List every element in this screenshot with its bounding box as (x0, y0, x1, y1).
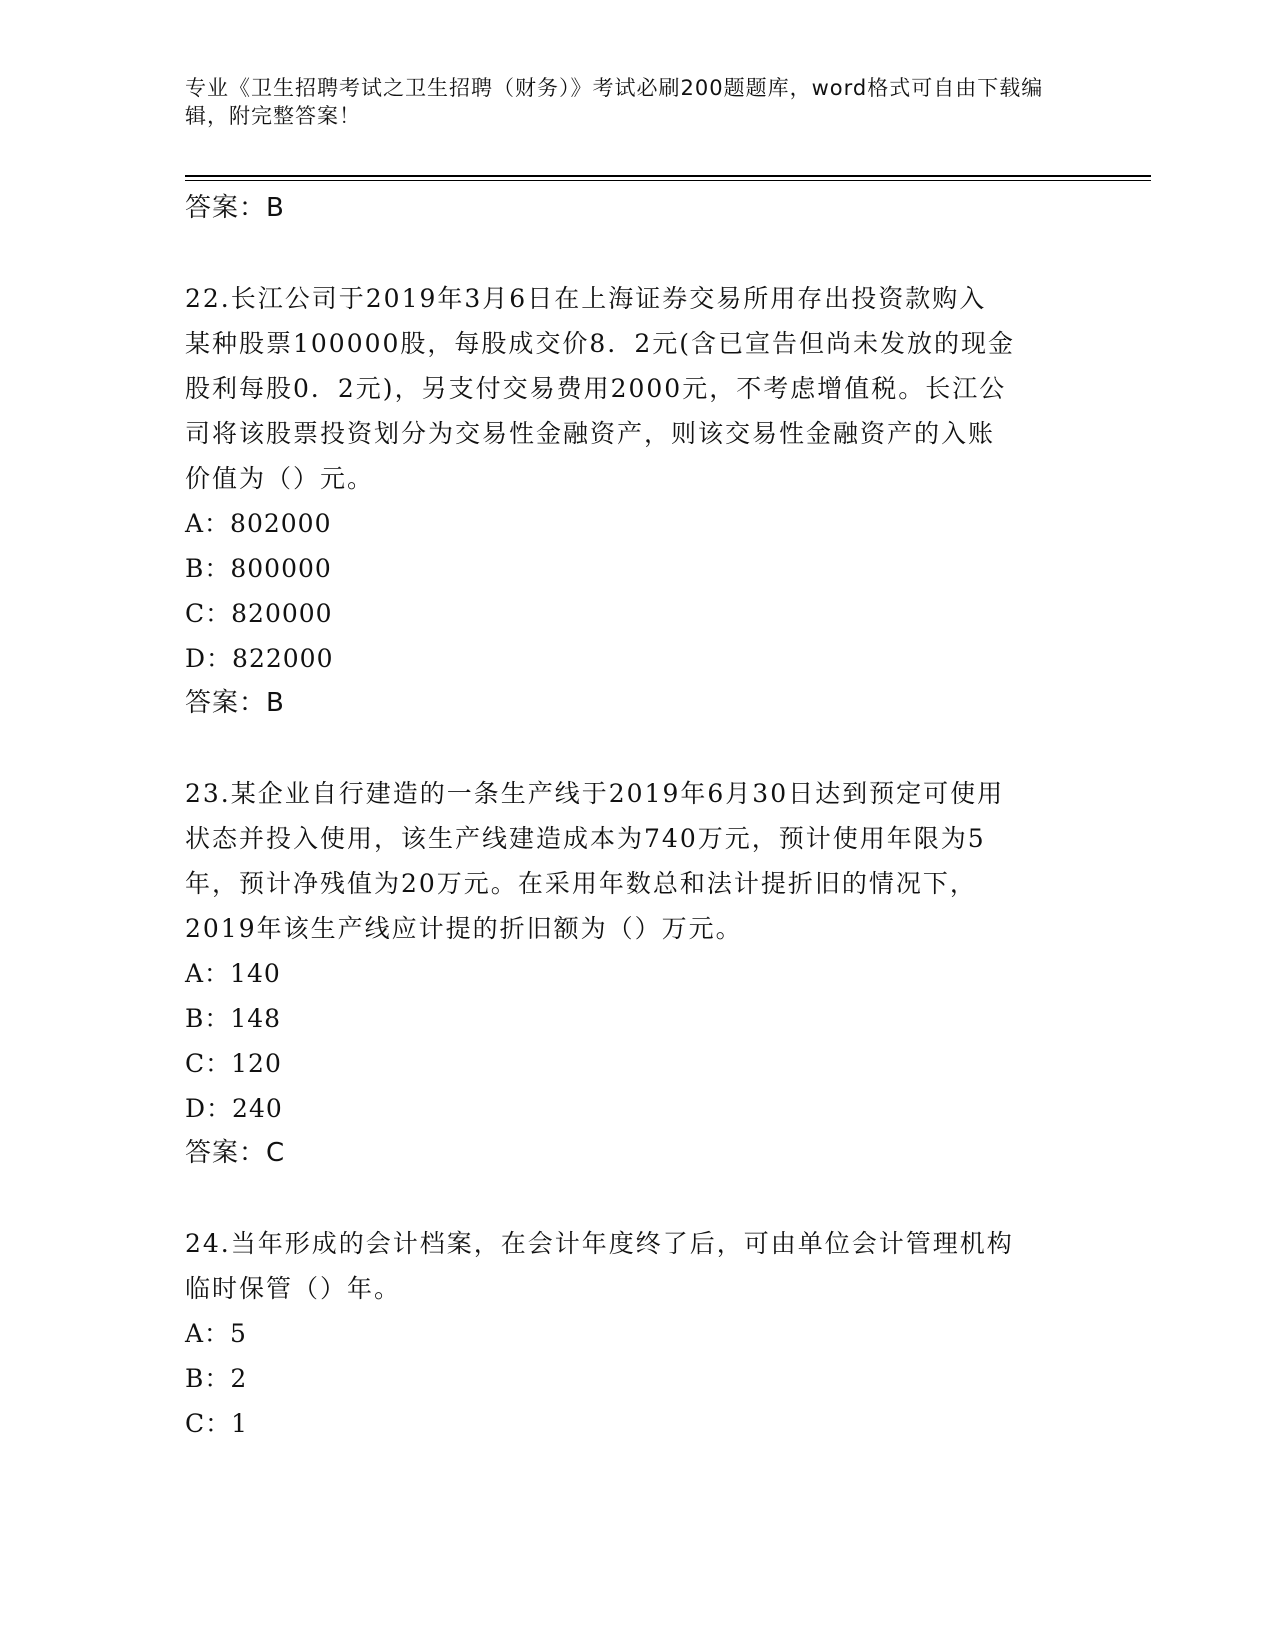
question-text-line: 24.当年形成的会计档案，在会计年度终了后，可由单位会计管理机构 (185, 1229, 1014, 1258)
option-b: B：148 (185, 1004, 282, 1033)
answer-label: 答案：B (185, 193, 285, 223)
option-b: B：2 (185, 1364, 248, 1393)
question-text-line: 价值为（）元。 (185, 464, 375, 493)
header-divider-thin (185, 180, 1151, 181)
question-text-line: 临时保管（）年。 (185, 1274, 402, 1303)
option-b: B：800000 (185, 554, 332, 583)
question-block (185, 771, 1085, 1176)
question-text-line: 年，预计净残值为20万元。在采用年数总和法计提折旧的情况下， (185, 869, 977, 898)
option-c: C：820000 (185, 599, 333, 628)
question-block (185, 1221, 1085, 1446)
option-c: C：1 (185, 1409, 249, 1438)
question-text-line: 股利每股0．2元)，另支付交易费用2000元，不考虑增值税。长江公 (185, 374, 1007, 403)
answer-label: 答案：C (185, 1138, 286, 1168)
page-header: 专业《卫生招聘考试之卫生招聘（财务）》考试必刷200题题库，word格式可自由下载编辑，附完整答案！ (185, 76, 1044, 128)
option-a: A：140 (185, 959, 281, 988)
option-a: A：5 (185, 1319, 247, 1348)
option-a: A：802000 (185, 509, 332, 538)
question-text-line: 22.长江公司于2019年3月6日在上海证券交易所用存出投资款购入 (185, 284, 987, 313)
question-text-line: 2019年该生产线应计提的折旧额为（）万元。 (185, 914, 743, 943)
question-text-line: 某种股票100000股，每股成交价8．2元(含已宣告但尚未发放的现金 (185, 329, 1016, 358)
option-d: D：822000 (185, 644, 334, 673)
option-c: C：120 (185, 1049, 282, 1078)
answer-label: 答案：B (185, 688, 285, 718)
option-d: D：240 (185, 1094, 283, 1123)
question-list (185, 186, 1085, 1446)
question-text-line: 状态并投入使用，该生产线建造成本为740万元，预计使用年限为5 (185, 824, 986, 853)
header-divider-thick (185, 175, 1151, 177)
question-block (185, 276, 1085, 726)
question-text-line: 23.某企业自行建造的一条生产线于2019年6月30日达到预定可使用 (185, 779, 1005, 808)
question-text-line: 司将该股票投资划分为交易性金融资产，则该交易性金融资产的入账 (185, 419, 996, 448)
